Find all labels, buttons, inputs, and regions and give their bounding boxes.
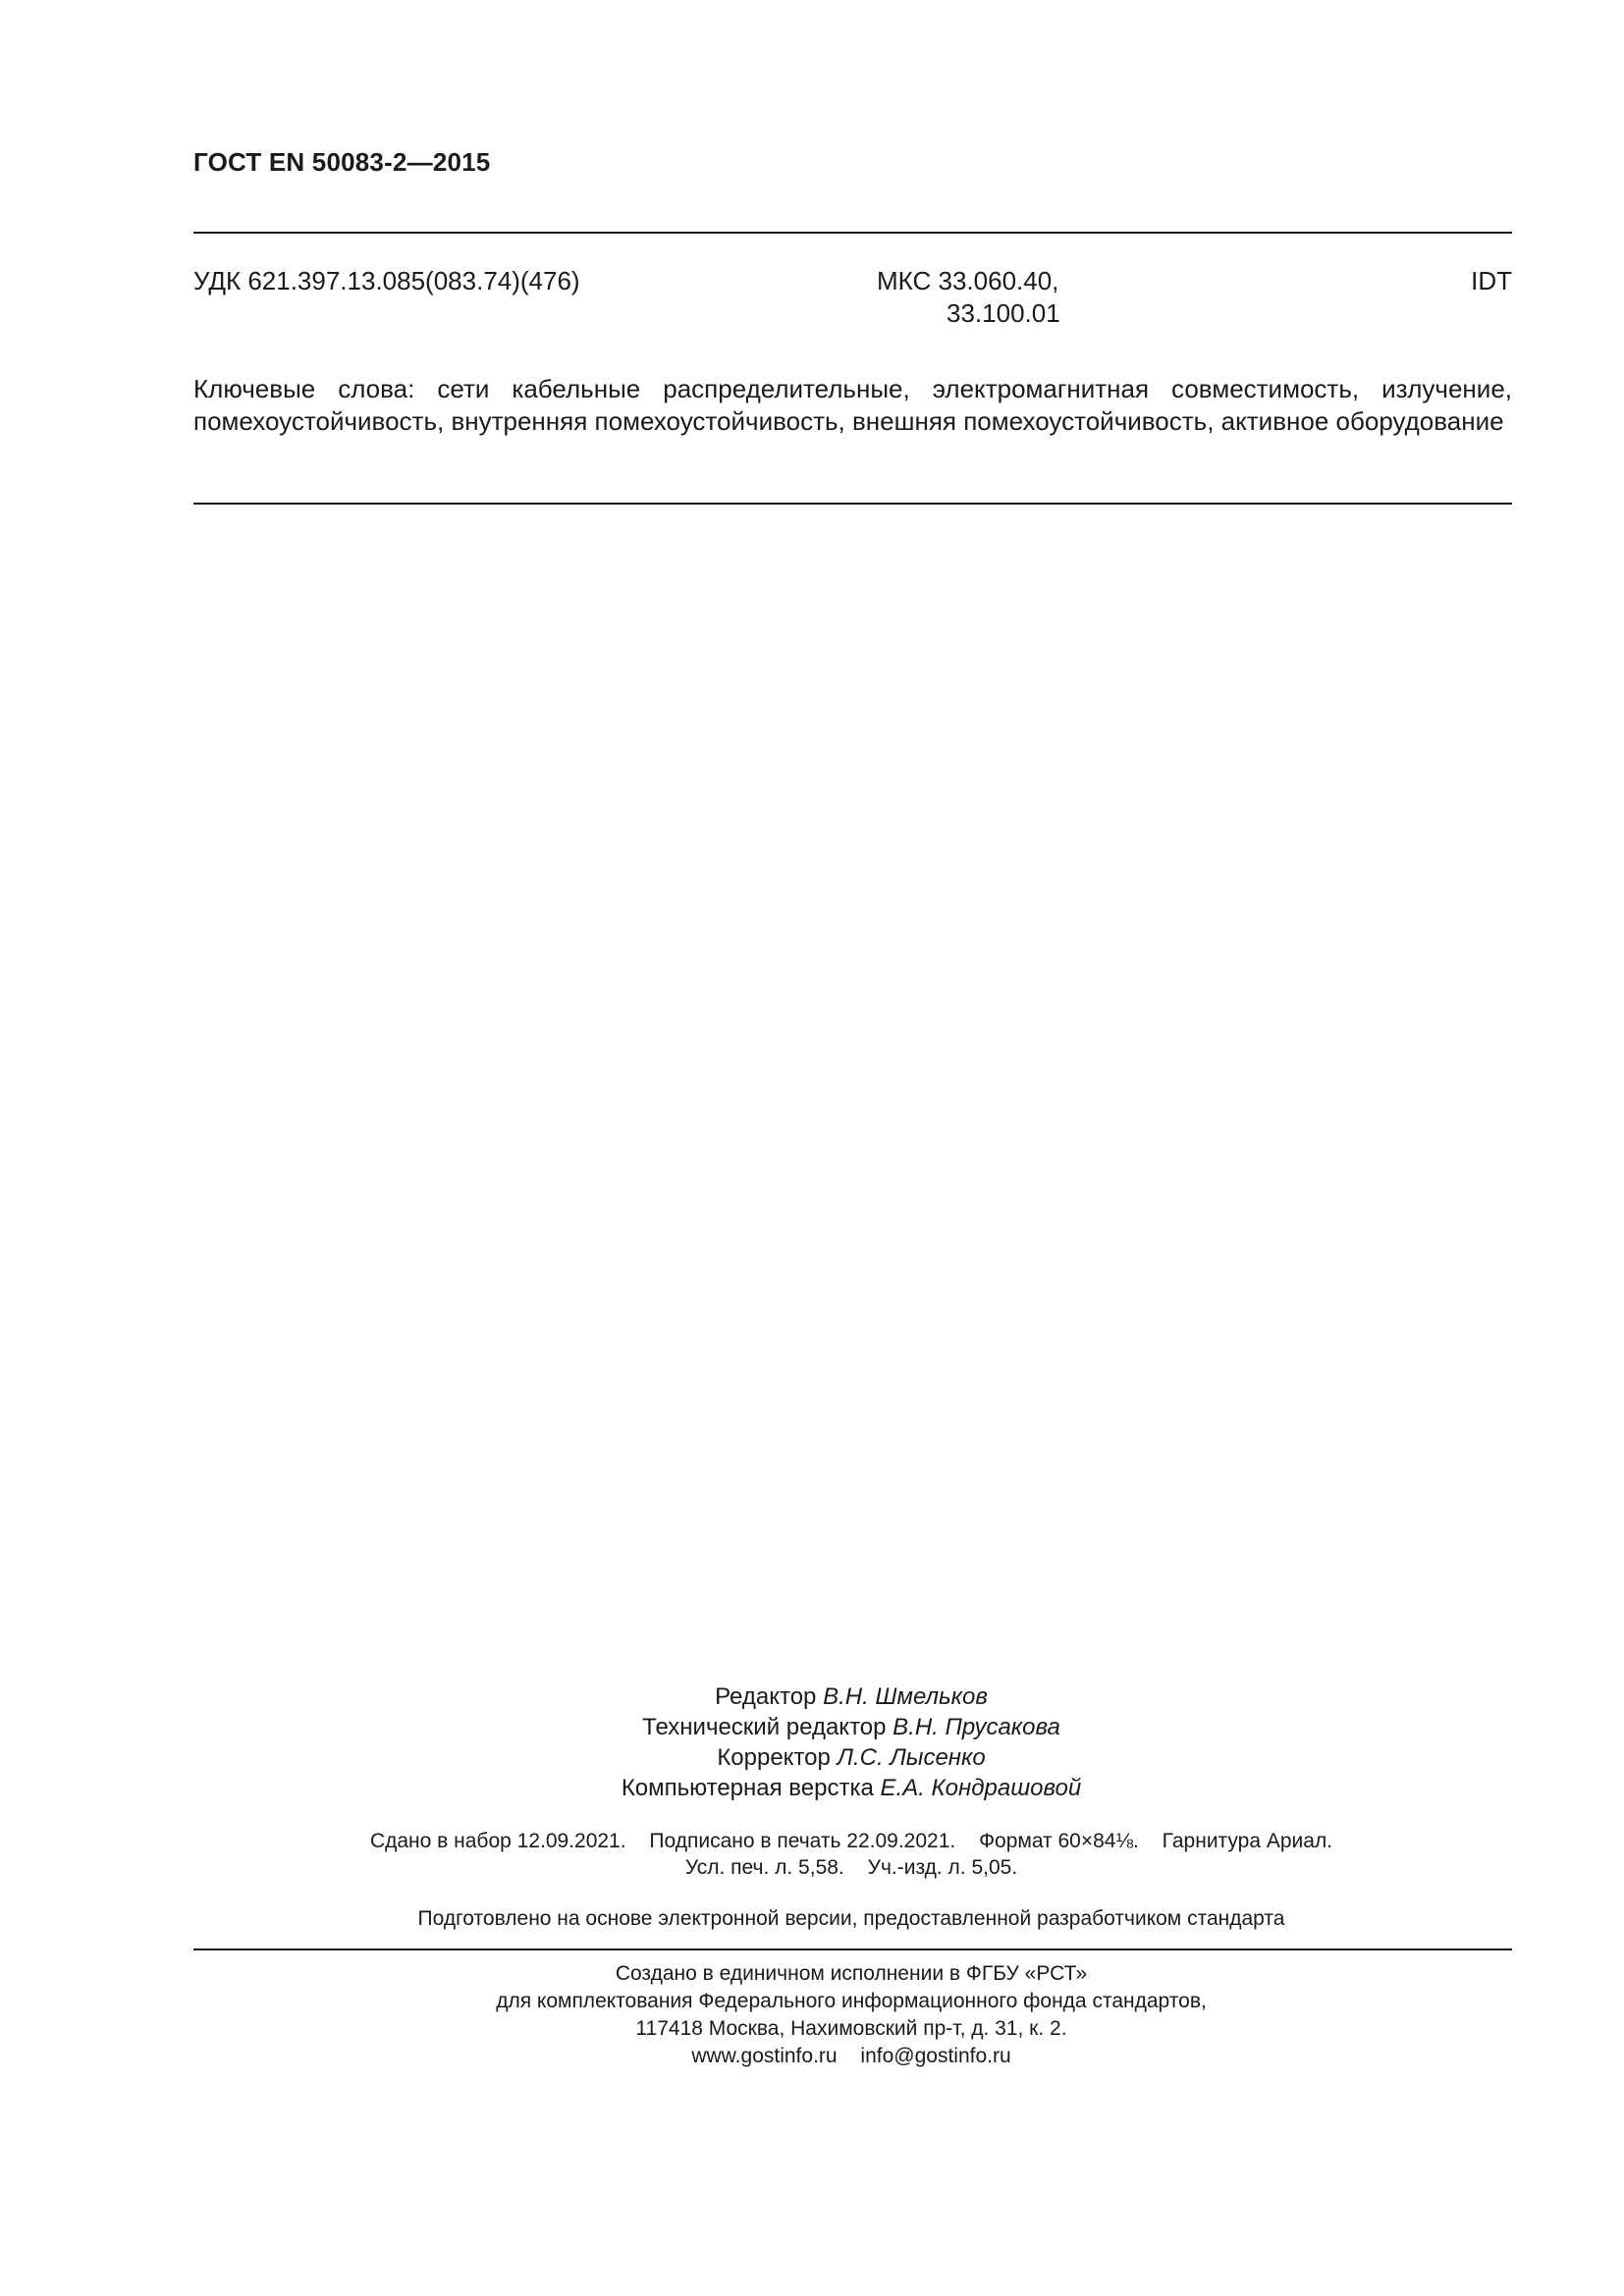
credit-role: Технический редактор xyxy=(642,1714,887,1740)
credit-role: Корректор xyxy=(717,1744,831,1771)
mks-line-1: МКС 33.060.40, xyxy=(877,266,1059,295)
credit-name: В.Н. Прусакова xyxy=(893,1714,1060,1740)
credit-role: Редактор xyxy=(715,1683,817,1710)
credit-proofreader xyxy=(0,1742,1624,1773)
print-info-line-1 xyxy=(0,1828,1624,1854)
bottom-divider xyxy=(193,1949,1512,1950)
publication-sheets: Уч.-изд. л. 5,05. xyxy=(867,1856,1018,1879)
email-link[interactable]: info@gostinfo.ru xyxy=(860,2045,1011,2067)
credit-name: Л.С. Лысенко xyxy=(837,1744,986,1771)
udk-code: УДК 621.397.13.085(083.74)(476) xyxy=(193,266,580,295)
publisher-line-1: Создано в единичном исполнении в ФГБУ «РСТ» xyxy=(615,1962,1088,1985)
typeface: Гарнитура Ариал. xyxy=(1162,1830,1333,1852)
publisher-block xyxy=(0,1960,1624,2070)
credit-name: В.Н. Шмельков xyxy=(823,1683,988,1710)
document-code: ГОСТ EN 50083-2—2015 xyxy=(193,147,491,177)
print-sheets: Усл. печ. л. 5,58. xyxy=(684,1856,844,1879)
credit-name: Е.А. Кондрашовой xyxy=(880,1775,1082,1801)
credit-tech-editor xyxy=(0,1712,1624,1742)
publisher-contacts xyxy=(0,2043,1624,2070)
paper-format: Формат 60×84⅛. xyxy=(979,1830,1139,1852)
credit-layout xyxy=(0,1773,1624,1803)
credits-block xyxy=(0,1682,1624,1803)
credit-role: Компьютерная верстка xyxy=(621,1775,874,1801)
typeset-date: Сдано в набор 12.09.2021. xyxy=(369,1830,626,1852)
signed-date: Подписано в печать 22.09.2021. xyxy=(649,1830,956,1852)
keywords-divider xyxy=(193,503,1512,505)
keywords-paragraph: Ключевые слова: сети кабельные распределительные, электромагнитная совместимость, излучение, помехоустойчивость, внутренняя помехоустойчивость, внешняя помехоустойчивость, активное оборудование xyxy=(193,374,1512,436)
website-link[interactable]: www.gostinfo.ru xyxy=(691,2045,838,2067)
mks-code xyxy=(877,265,1060,330)
top-divider xyxy=(193,232,1512,234)
publisher-line-2: для комплектования Федерального информационного фонда стандартов, xyxy=(496,1990,1207,2012)
mks-line-2: 33.100.01 xyxy=(947,298,1060,328)
equivalence-degree: IDT xyxy=(1471,266,1512,295)
credit-editor xyxy=(0,1682,1624,1712)
print-info xyxy=(0,1828,1624,1881)
publisher-address: 117418 Москва, Нахимовский пр-т, д. 31, к. 2. xyxy=(635,2017,1067,2040)
print-info-line-2 xyxy=(0,1854,1624,1881)
prepared-note: Подготовлено на основе электронной версии, предоставленной разработчиком стандарта xyxy=(417,1907,1285,1930)
